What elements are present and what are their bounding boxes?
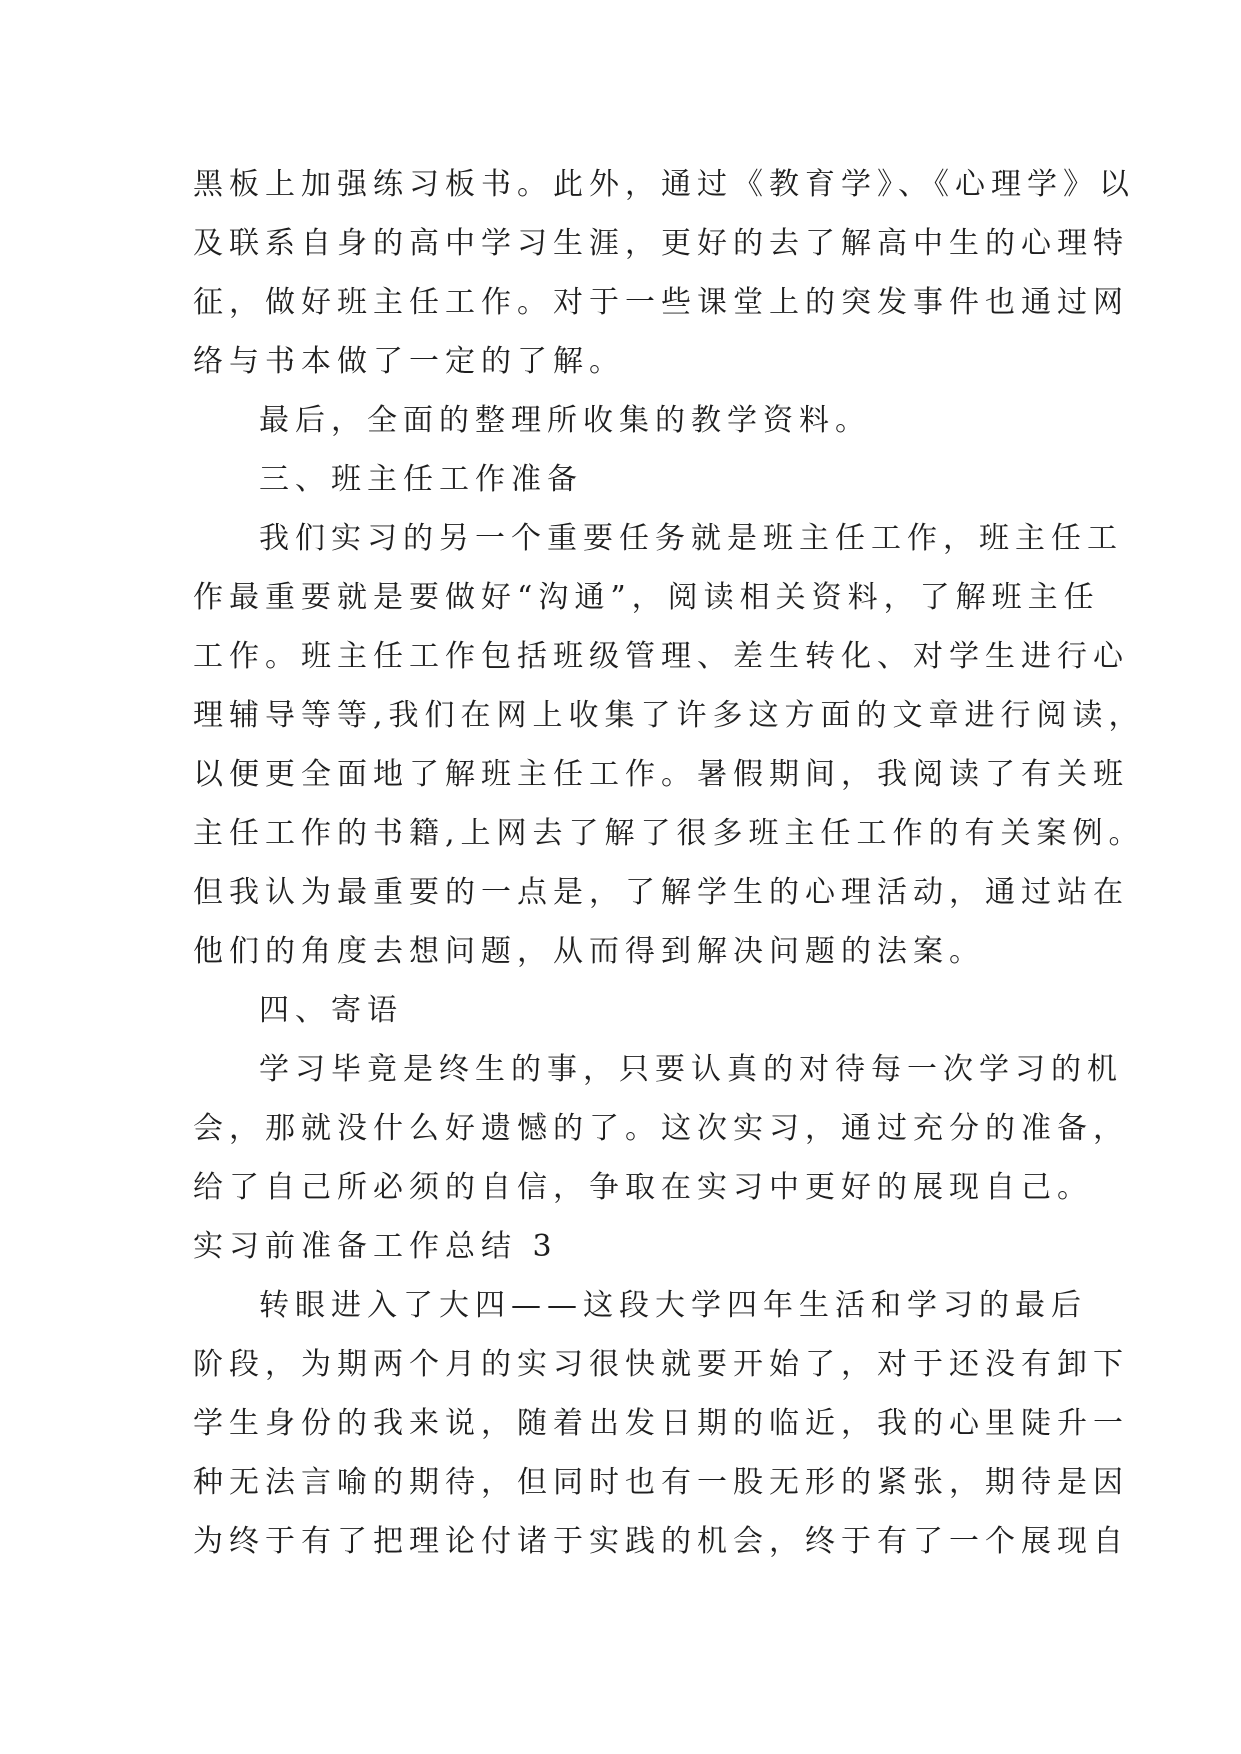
section-heading: 四、寄语 [259,993,403,1028]
paragraph-line: 我们实习的另一个重要任务就是班主任工作，班主任工 [259,521,1123,556]
document-body [193,155,1145,1571]
paragraph-line: 学生身份的我来说，随着出发日期的临近，我的心里陡升一 [193,1406,1129,1441]
paragraph-line: 会，那就没什么好遗憾的了。这次实习，通过充分的准备， [193,1111,1129,1146]
paragraph-line: 作最重要就是要做好“沟通”，阅读相关资料，了解班主任 [193,580,1100,615]
paragraph-line: 最后，全面的整理所收集的教学资料。 [259,403,871,438]
paragraph-line: 阶段，为期两个月的实习很快就要开始了，对于还没有卸下 [193,1347,1129,1382]
paragraph-line: 给了自己所必须的自信，争取在实习中更好的展现自己。 [193,1170,1093,1205]
paragraph-line: 黑板上加强练习板书。此外，通过《教育学》、《心理学》以 [193,167,1135,202]
paragraph-line: 络与书本做了一定的了解。 [193,344,625,379]
paragraph-line: 他们的角度去想问题，从而得到解决问题的法案。 [193,934,985,969]
paragraph-line: 及联系自身的高中学习生涯，更好的去了解高中生的心理特 [193,226,1129,261]
paragraph-line: 工作。班主任工作包括班级管理、差生转化、对学生进行心 [193,639,1129,674]
paragraph-line: 种无法言喻的期待，但同时也有一股无形的紧张，期待是因 [193,1465,1129,1500]
document-subtitle: 实习前准备工作总结 3 [193,1229,558,1264]
paragraph-line: 为终于有了把理论付诸于实践的机会，终于有了一个展现自 [193,1524,1129,1559]
paragraph-line: 征，做好班主任工作。对于一些课堂上的突发事件也通过网 [193,285,1129,320]
paragraph-line: 主任工作的书籍,上网去了解了很多班主任工作的有关案例。 [193,816,1145,851]
paragraph-line: 转眼进入了大四——这段大学四年生活和学习的最后 [259,1288,1087,1323]
paragraph-line: 学习毕竟是终生的事，只要认真的对待每一次学习的机 [259,1052,1123,1087]
section-heading: 三、班主任工作准备 [259,462,583,497]
paragraph-line: 但我认为最重要的一点是，了解学生的心理活动，通过站在 [193,875,1129,910]
paragraph-line: 理辅导等等,我们在网上收集了许多这方面的文章进行阅读， [193,698,1145,733]
paragraph-line: 以便更全面地了解班主任工作。暑假期间，我阅读了有关班 [193,757,1129,792]
